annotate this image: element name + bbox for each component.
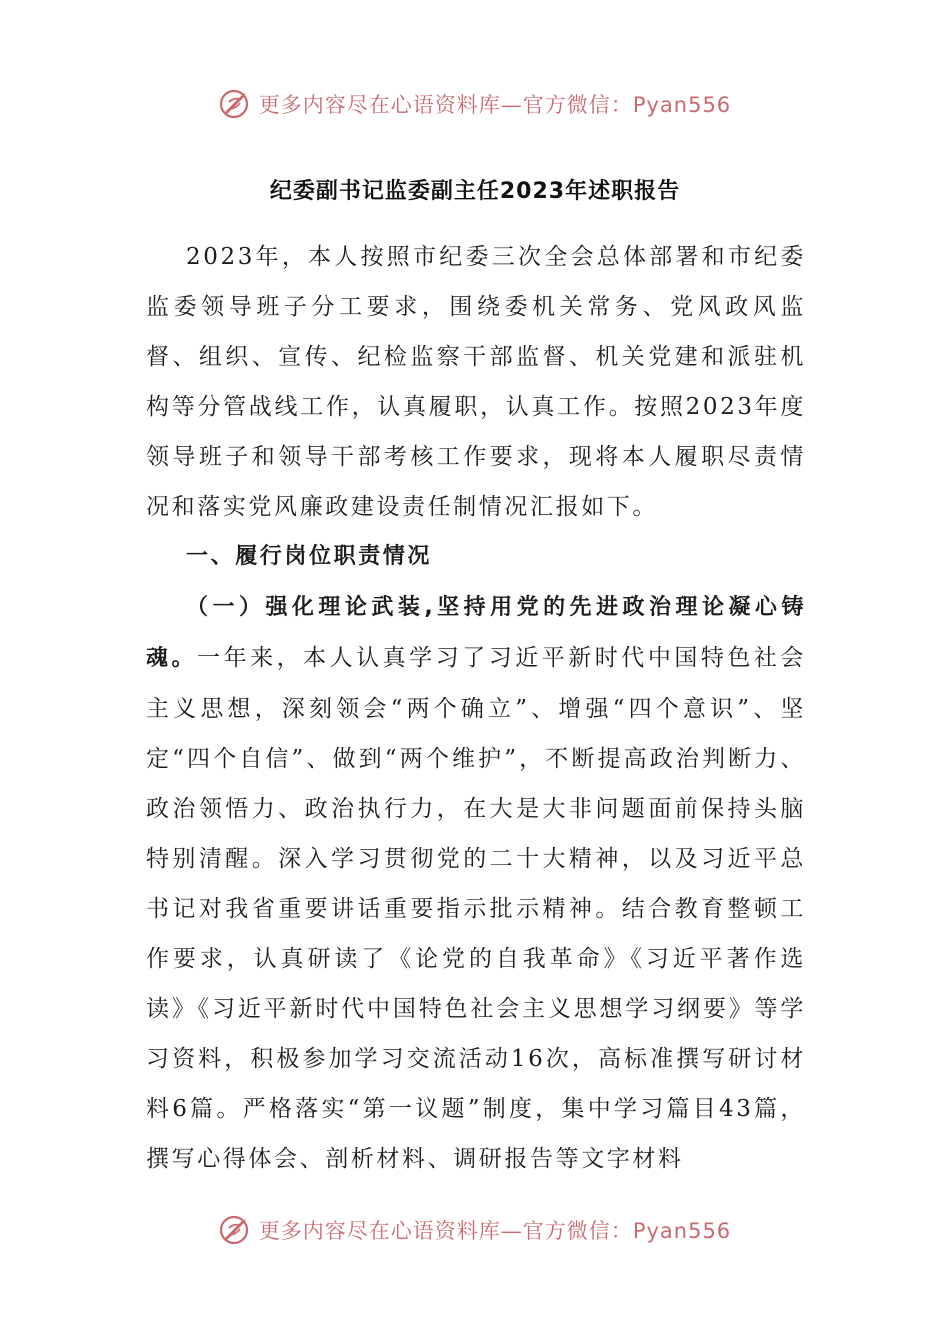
watermark-banner-top <box>0 84 950 124</box>
paragraph-section-1 <box>146 582 806 1184</box>
paragraph-intro: 2023年，本人按照市纪委三次全会总体部署和市纪委监委领导班子分工要求，围绕委机关常务、党风政风监督、组织、宣传、纪检监察干部监督、机关党建和派驻机构等分管战线工作，认真履职，认真工作。按照2023年度领导班子和领导干部考核工作要求，现将本人履职尽责情况和落实党风廉政建设责任制情况汇报如下。 <box>146 244 806 520</box>
watermark-banner-bottom <box>0 1210 950 1250</box>
pen-nib-logo-icon <box>219 87 253 121</box>
section-heading: 一、履行岗位职责情况 <box>186 544 433 569</box>
watermark-text: 更多内容尽在心语资料库—官方微信：Pyan556 <box>258 93 732 117</box>
paragraph-body: 一年来，本人认真学习了习近平新时代中国特色社会主义思想，深刻领会“两个确立”、增强“四个意识”、坚定“四个自信”、做到“两个维护”，不断提高政治判断力、政治领悟力、政治执行力，在大是大非问题面前保持头脑特别清醒。深入学习贯彻党的二十大精神，以及习近平总书记对我省重要讲话重要指示批示精神。结合教育整顿工作要求，认真研读了《论党的自我革命》《习近平著作选读》《习近平新时代中国特色社会主义思想学习纲要》等学习资料，积极参加学习交流活动16次，高标准撰写研讨材料6篇。严格落实“第一议题”制度，集中学习篇目43篇，撰写心得体会、剖析材料、调研报告等文字材料 <box>146 645 806 1172</box>
subsection-heading: （一）强化理论武装,坚持用党的先进政治理论凝心铸魂。 <box>146 595 806 671</box>
watermark-text: 更多内容尽在心语资料库—官方微信：Pyan556 <box>258 1219 732 1243</box>
document-body <box>146 232 806 1184</box>
pen-nib-logo-icon <box>219 1213 253 1247</box>
document-title: 纪委副书记监委副主任2023年述职报告 <box>269 179 681 204</box>
